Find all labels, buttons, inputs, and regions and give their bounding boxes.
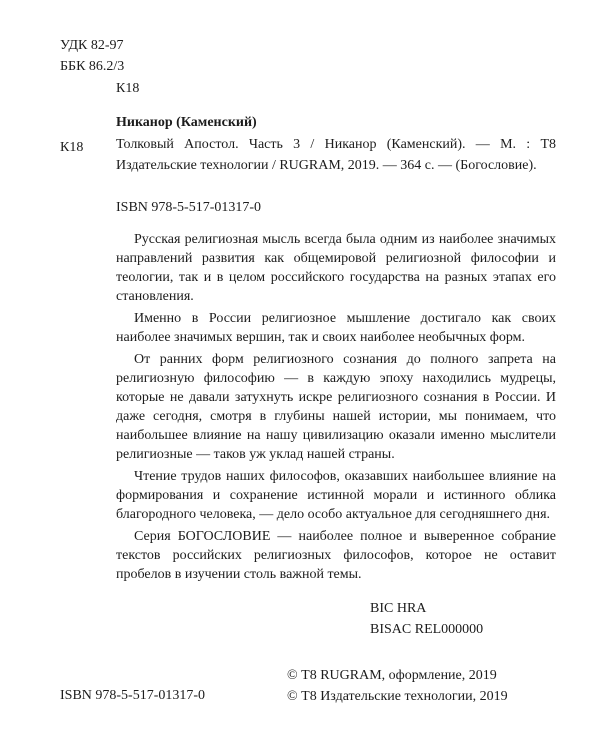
isbn-top: ISBN 978-5-517-01317-0 bbox=[116, 200, 262, 215]
author-sign-code: К18 bbox=[116, 81, 140, 96]
annotation-paragraph: Серия БОГОСЛОВИЕ — наиболее полное и выверенное собрание текстов российских религиозных философов, которое не оставит пробелов в изучении столь важной темы. bbox=[116, 529, 556, 582]
subject-classification bbox=[370, 598, 483, 640]
catalog-code: К18 bbox=[60, 140, 84, 155]
bbk-code: ББК 86.2/3 bbox=[60, 59, 125, 74]
annotation-paragraph: Именно в России религиозное мышление достигало как своих наиболее значимых вершин, так и своих наиболее необычных форм. bbox=[116, 311, 556, 345]
bic-code: BIC HRA bbox=[370, 601, 427, 616]
annotation-paragraph: От ранних форм религиозного сознания до полного запрета на религиозную философию — в каждую эпоху находились мудрецы, которые не давали затухнуть искре религиозного сознания в России. И даже сегодня, смотря в глубины нашей истории, мы понимаем, что наибольшее влияние на нашу цивилизацию оказали именно мыслители религиозные — таков уж уклад нашей страны. bbox=[116, 352, 556, 462]
bibliographic-description: Толковый Апостол. Часть 3 / Никанор (Каменский). — М. : Т8 Издательские технологии / RUGRAM, 2019. — 364 с. — (Богословие). bbox=[116, 137, 556, 173]
bisac-code: BISAC REL000000 bbox=[370, 622, 484, 637]
isbn-bottom: ISBN 978-5-517-01317-0 bbox=[60, 688, 206, 703]
copyright-line: © Т8 Издательские технологии, 2019 bbox=[287, 689, 508, 704]
copyright-line: © Т8 RUGRAM, оформление, 2019 bbox=[287, 668, 497, 683]
annotation-paragraph: Чтение трудов наших философов, оказавших наибольшее влияние на формирования и сохранение истинной морали и истинного облика благородного человека, — дело особо актуальное для сегодняшнего дня. bbox=[116, 469, 556, 522]
annotation-paragraph: Русская религиозная мысль всегда была одним из наиболее значимых направлений развития как общемировой религиозной философии и теологии, так и в целом российского государства на разных этапах его становления. bbox=[116, 232, 556, 304]
author-heading: Никанор (Каменский) bbox=[116, 115, 257, 130]
udk-code: УДК 82-97 bbox=[60, 38, 124, 53]
copyright-block bbox=[287, 665, 508, 707]
annotation-text bbox=[116, 230, 556, 584]
